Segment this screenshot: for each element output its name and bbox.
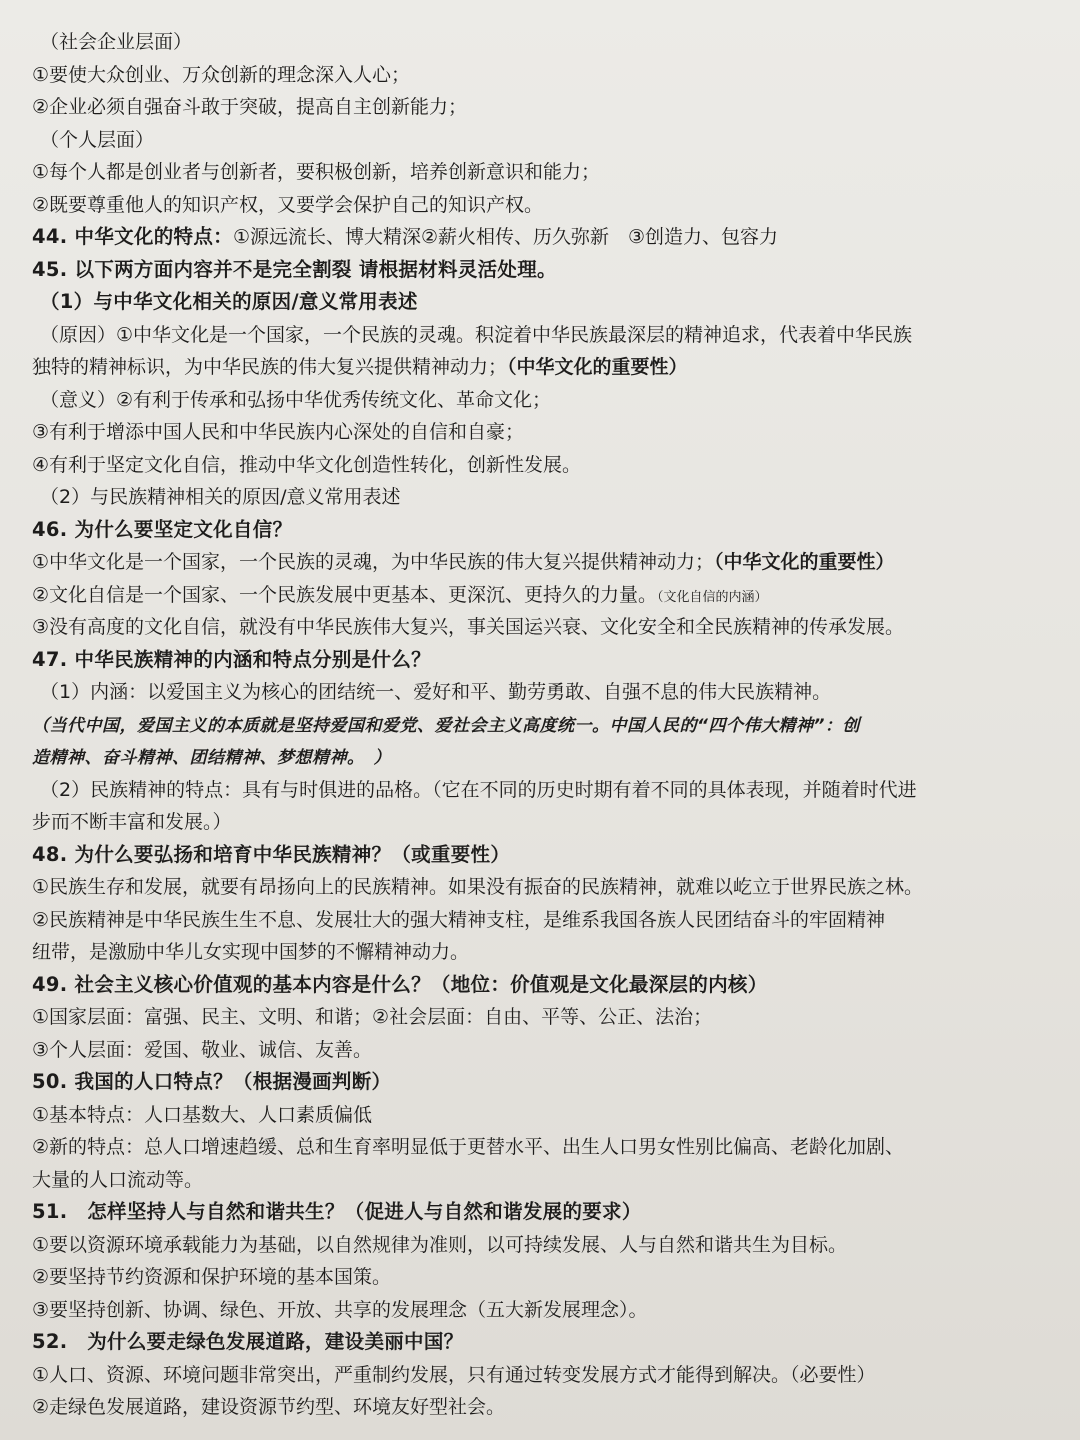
section-heading: 52. 为什么要走绿色发展道路，建设美丽中国？ [32, 1330, 464, 1353]
section-heading-line [32, 221, 1060, 254]
text-line [32, 59, 1060, 92]
line-text: ①源远流长、博大精深②薪火相传、历久弥新 ③创造力、包容力 [232, 226, 779, 248]
line-text: ③没有高度的文化自信，就没有中华民族伟大复兴，事关国运兴衰、文化安全和全民族精神的传承发展。 [32, 616, 905, 638]
text-line [32, 676, 1060, 709]
line-text: ②新的特点：总人口增速趋缓、总和生育率明显低于更替水平、出生人口男女性别比偏高、老龄化加剧、 [32, 1136, 905, 1158]
section-heading-line [32, 514, 1060, 547]
small-annotation: （文化自信的内涵） [657, 589, 768, 605]
line-text: ①要以资源环境承载能力为基础，以自然规律为准则，以可持续发展、人与自然和谐共生为目标。 [32, 1233, 848, 1256]
line-text: 步而不断丰富和发展。） [32, 811, 232, 833]
text-line [32, 1164, 1060, 1197]
text-line [32, 1391, 1060, 1424]
line-text: （原因）①中华文化是一个国家，一个民族的灵魂。积淀着中华民族最深层的精神追求，代表着中华民族 [40, 323, 913, 346]
text-line [32, 1294, 1060, 1327]
line-text: ③个人层面：爱国、敬业、诚信、友善。 [32, 1038, 373, 1061]
line-text: （社会企业层面） [40, 31, 193, 53]
text-line [32, 774, 1060, 807]
line-text: ②走绿色发展道路，建设资源节约型、环境友好型社会。 [32, 1396, 506, 1418]
line-text: ①国家层面：富强、民主、文明、和谐；②社会层面：自由、平等、公正、法治； [32, 1006, 713, 1028]
line-text: ①人口、资源、环境问题非常突出，严重制约发展，只有通过转变发展方式才能得到解决。（必要性） [32, 1363, 876, 1386]
line-text: （意义）②有利于传承和弘扬中华优秀传统文化、革命文化； [40, 388, 552, 411]
text-line [32, 1229, 1060, 1262]
text-line [32, 904, 1060, 937]
note-text: （当代中国，爱国主义的本质就是坚持爱国和爱党、爱社会主义高度统一。中国人民的“四个伟大精神”：创 [32, 715, 860, 736]
text-line [32, 871, 1060, 904]
line-text: ③要坚持创新、协调、绿色、开放、共享的发展理念（五大新发展理念）。 [32, 1298, 648, 1321]
line-text: ②企业必须自强奋斗敢于突破，提高自主创新能力； [32, 96, 468, 118]
section-heading: 51. 怎样坚持人与自然和谐共生？（促进人与自然和谐发展的要求） [32, 1200, 642, 1223]
text-line [32, 936, 1060, 969]
text-line [32, 481, 1060, 514]
text-line [32, 611, 1060, 644]
section-heading: 48. 为什么要弘扬和培育中华民族精神？（或重要性） [32, 842, 511, 866]
section-heading-line [32, 1196, 1060, 1229]
text-line [32, 26, 1060, 59]
note-line [32, 741, 1060, 774]
section-heading: 44. 中华文化的特点： [32, 225, 233, 248]
section-heading-line [32, 1326, 1060, 1359]
text-line [32, 449, 1060, 482]
line-text: （2）与民族精神相关的原因/意义常用表述 [40, 486, 401, 508]
line-text: （个人层面） [40, 128, 155, 151]
text-line [32, 384, 1060, 417]
line-text: ③有利于增添中国人民和中华民族内心深处的自信和自豪； [32, 421, 525, 443]
line-text: ②民族精神是中华民族生生不息、发展壮大的强大精神支柱，是维系我国各族人民团结奋斗的牢固精神 [32, 908, 886, 931]
text-line [32, 579, 1060, 612]
text-line [32, 1359, 1060, 1392]
section-heading: 50. 我国的人口特点？（根据漫画判断） [32, 1070, 392, 1093]
line-text: 大量的人口流动等。 [32, 1168, 204, 1191]
text-line [32, 156, 1060, 189]
text-line [32, 1261, 1060, 1294]
document-body [32, 26, 1060, 1424]
section-heading: （1）与中华文化相关的原因/意义常用表述 [40, 290, 418, 313]
text-line [32, 351, 1060, 384]
section-heading-line [32, 969, 1060, 1002]
line-text: 纽带，是激励中华儿女实现中国梦的不懈精神动力。 [32, 941, 470, 963]
bold-annotation: （中华文化的重要性） [714, 551, 895, 573]
text-line [32, 189, 1060, 222]
line-text: ①中华文化是一个国家，一个民族的灵魂，为中华民族的伟大复兴提供精神动力； [32, 551, 715, 573]
bold-annotation: （中华文化的重要性） [507, 356, 688, 378]
section-heading: 45. 以下两方面内容并不是完全割裂 请根据材料灵活处理。 [32, 257, 557, 281]
section-heading: 46. 为什么要坚定文化自信？ [32, 517, 293, 541]
section-heading: 47. 中华民族精神的内涵和特点分别是什么？ [32, 647, 431, 671]
text-line [32, 546, 1060, 579]
section-heading-line [32, 254, 1060, 287]
line-text: （1）内涵：以爱国主义为核心的团结统一、爱好和平、勤劳勇敢、自强不息的伟大民族精神。 [40, 681, 832, 703]
line-text: ④有利于坚定文化自信，推动中华文化创造性转化，创新性发展。 [32, 453, 582, 476]
line-text: ②既要尊重他人的知识产权，又要学会保护自己的知识产权。 [32, 193, 544, 216]
section-heading-line [32, 839, 1060, 872]
text-line [32, 1099, 1060, 1132]
line-text: ①每个人都是创业者与创新者，要积极创新，培养创新意识和能力； [32, 161, 601, 183]
text-line [32, 1034, 1060, 1067]
section-heading-line [32, 644, 1060, 677]
section-heading-line [32, 286, 1060, 319]
text-line [32, 124, 1060, 157]
text-line [32, 1131, 1060, 1164]
note-text: 造精神、奋斗精神、团结精神、梦想精神。 ） [32, 748, 391, 768]
line-text: 独特的精神标识，为中华民族的伟大复兴提供精神动力； [32, 356, 508, 378]
line-text: ①基本特点：人口基数大、人口素质偏低 [32, 1103, 373, 1126]
line-text: ①民族生存和发展，就要有昂扬向上的民族精神。如果没有振奋的民族精神，就难以屹立于世界民族之林。 [32, 876, 924, 898]
line-text: ②要坚持节约资源和保护环境的基本国策。 [32, 1266, 392, 1288]
section-heading-line [32, 1066, 1060, 1099]
text-line [32, 1001, 1060, 1034]
line-text: ②文化自信是一个国家、一个民族发展中更基本、更深沉、更持久的力量。 [32, 583, 658, 606]
text-line [32, 416, 1060, 449]
section-heading: 49. 社会主义核心价值观的基本内容是什么？（地位：价值观是文化最深层的内核） [32, 972, 768, 996]
text-line [32, 91, 1060, 124]
text-line [32, 319, 1060, 352]
note-line [32, 709, 1060, 742]
line-text: （2）民族精神的特点：具有与时俱进的品格。（它在不同的历史时期有着不同的具体表现，并随着时代进 [40, 778, 917, 801]
line-text: ①要使大众创业、万众创新的理念深入人心； [32, 63, 411, 86]
text-line [32, 806, 1060, 839]
